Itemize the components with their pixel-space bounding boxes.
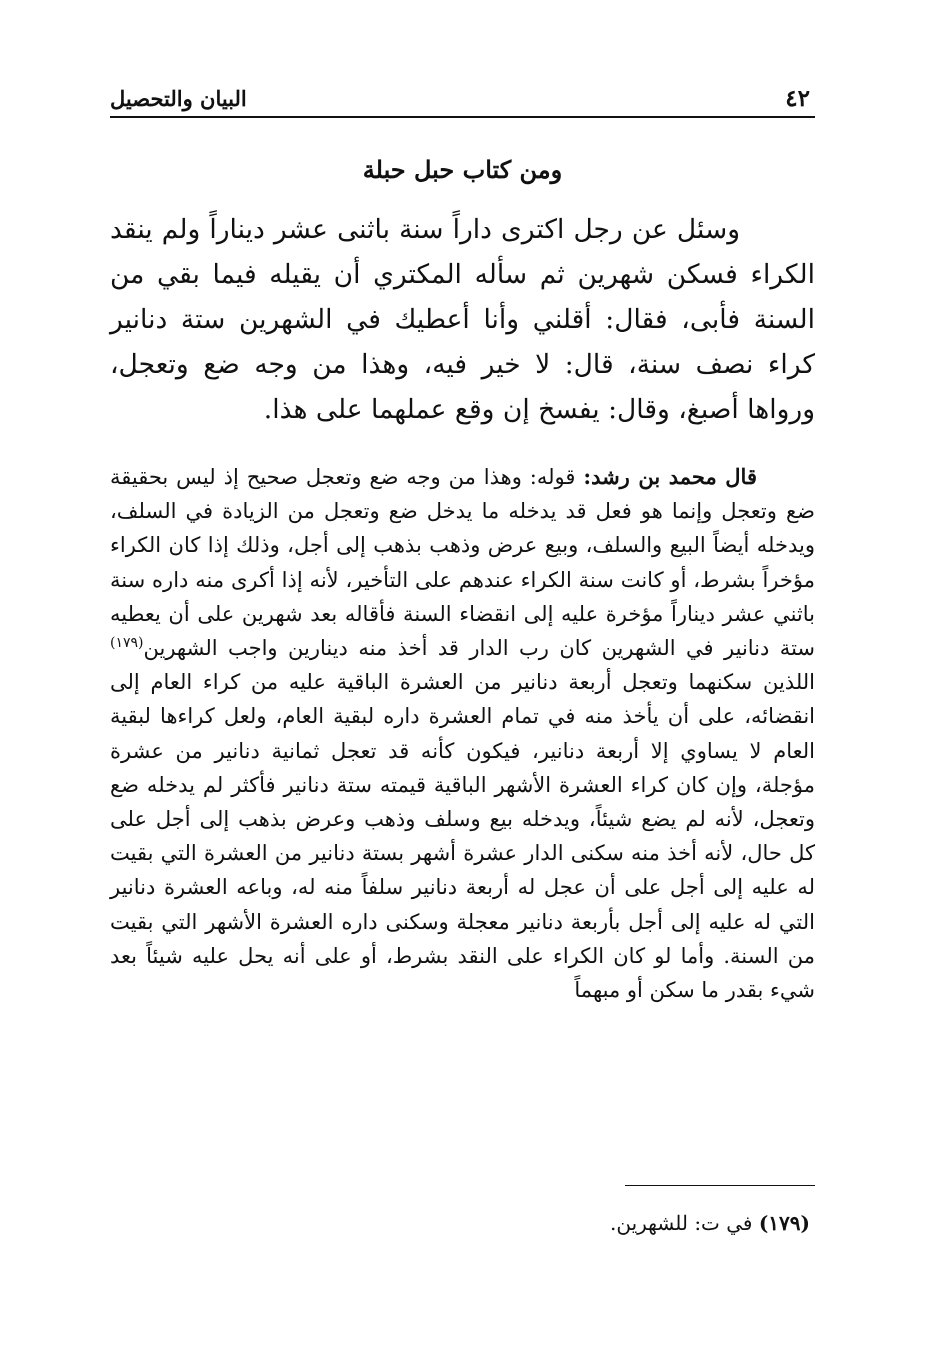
page-header xyxy=(110,86,810,112)
question-paragraph xyxy=(110,207,815,432)
section-title: ومن كتاب حبل حبلة xyxy=(362,155,563,184)
footnote-text: في ت: للشهرين. xyxy=(610,1211,759,1235)
header-rule xyxy=(110,116,815,118)
commentary-speaker: قال محمد بن رشد: xyxy=(583,464,757,489)
commentary-paragraph xyxy=(110,460,815,1007)
running-title: البيان والتحصيل xyxy=(110,86,247,111)
footnote-reference: (١٧٩) xyxy=(110,635,144,652)
page-number: ٤٢ xyxy=(785,85,810,112)
footnote-rule xyxy=(625,1185,815,1186)
commentary-text-part2: اللذين سكنهما وتعجل أربعة دنانير من العشرة الباقية عليه من كراء العام إلى انقضائه، على أن يأخذ منه في تمام العشرة داره لبقية العام، ولعل كراءها لبقية العام لا يساوي إلا أربعة دنانير، فيكون كأنه قد تعجل ثمانية دنانير من عشرة مؤجلة، وإن كان كراء العشرة الأشهر الباقية قيمته ستة دنانير فأكثر لم يدخله ضع وتعجل، لأنه لم يضع شيئاً، ويدخله بيع وسلف وذهب وعرض بذهب إلى أجل على كل حال، لأنه أخذ منه سكنى الدار عشرة أشهر بستة دنانير من العشرة التي بقيت له عليه إلى أجل على أن عجل له أربعة دنانير سلفاً منه له، وباعه العشرة دنانير التي له عليه إلى أجل بأربعة دنانير معجلة وسكنى داره العشرة الأشهر التي بقيت من السنة. وأما لو كان الكراء على النقد بشرط، أو على أنه يحل عليه شيئاً بعد شيء بقدر ما سكن أو مبهماً xyxy=(110,670,815,1003)
footnote-marker: (١٧٩) xyxy=(758,1211,810,1235)
commentary-text xyxy=(110,460,815,1007)
question-text: وسئل عن رجل اكترى داراً سنة باثنى عشر ديناراً ولم ينقد الكراء فسكن شهرين ثم سأله المكتري أن يقيله فيما بقي من السنة فأبى، فقال: أقلني وأنا أعطيك في الشهرين ستة دنانير كراء نصف سنة، قال: لا خير فيه، وهذا من وجه ضع وتعجل، ورواها أصبغ، وقال: يفسخ إن وقع عملهما على هذا. xyxy=(110,214,815,425)
footnote xyxy=(110,1208,810,1238)
commentary-text-part1: قوله: وهذا من وجه ضع وتعجل صحيح إذ ليس بحقيقة ضع وتعجل وإنما هو فعل قد يدخله ما يدخل ضع وتعجل من الزيادة في السلف، ويدخله أيضاً البيع والسلف، وبيع عرض وذهب بذهب إلى أجل، وذلك إذا كان الكراء مؤخراً بشرط، أو كانت سنة الكراء عندهم على التأخير، لأنه إذا أكرى منه داره سنة باثني عشر ديناراً مؤخرة عليه إلى انقضاء السنة فأقاله بعد شهرين على أن يعطيه ستة دنانير في الشهرين كان رب الدار قد أخذ منه دينارين واجب الشهرين xyxy=(110,465,815,661)
